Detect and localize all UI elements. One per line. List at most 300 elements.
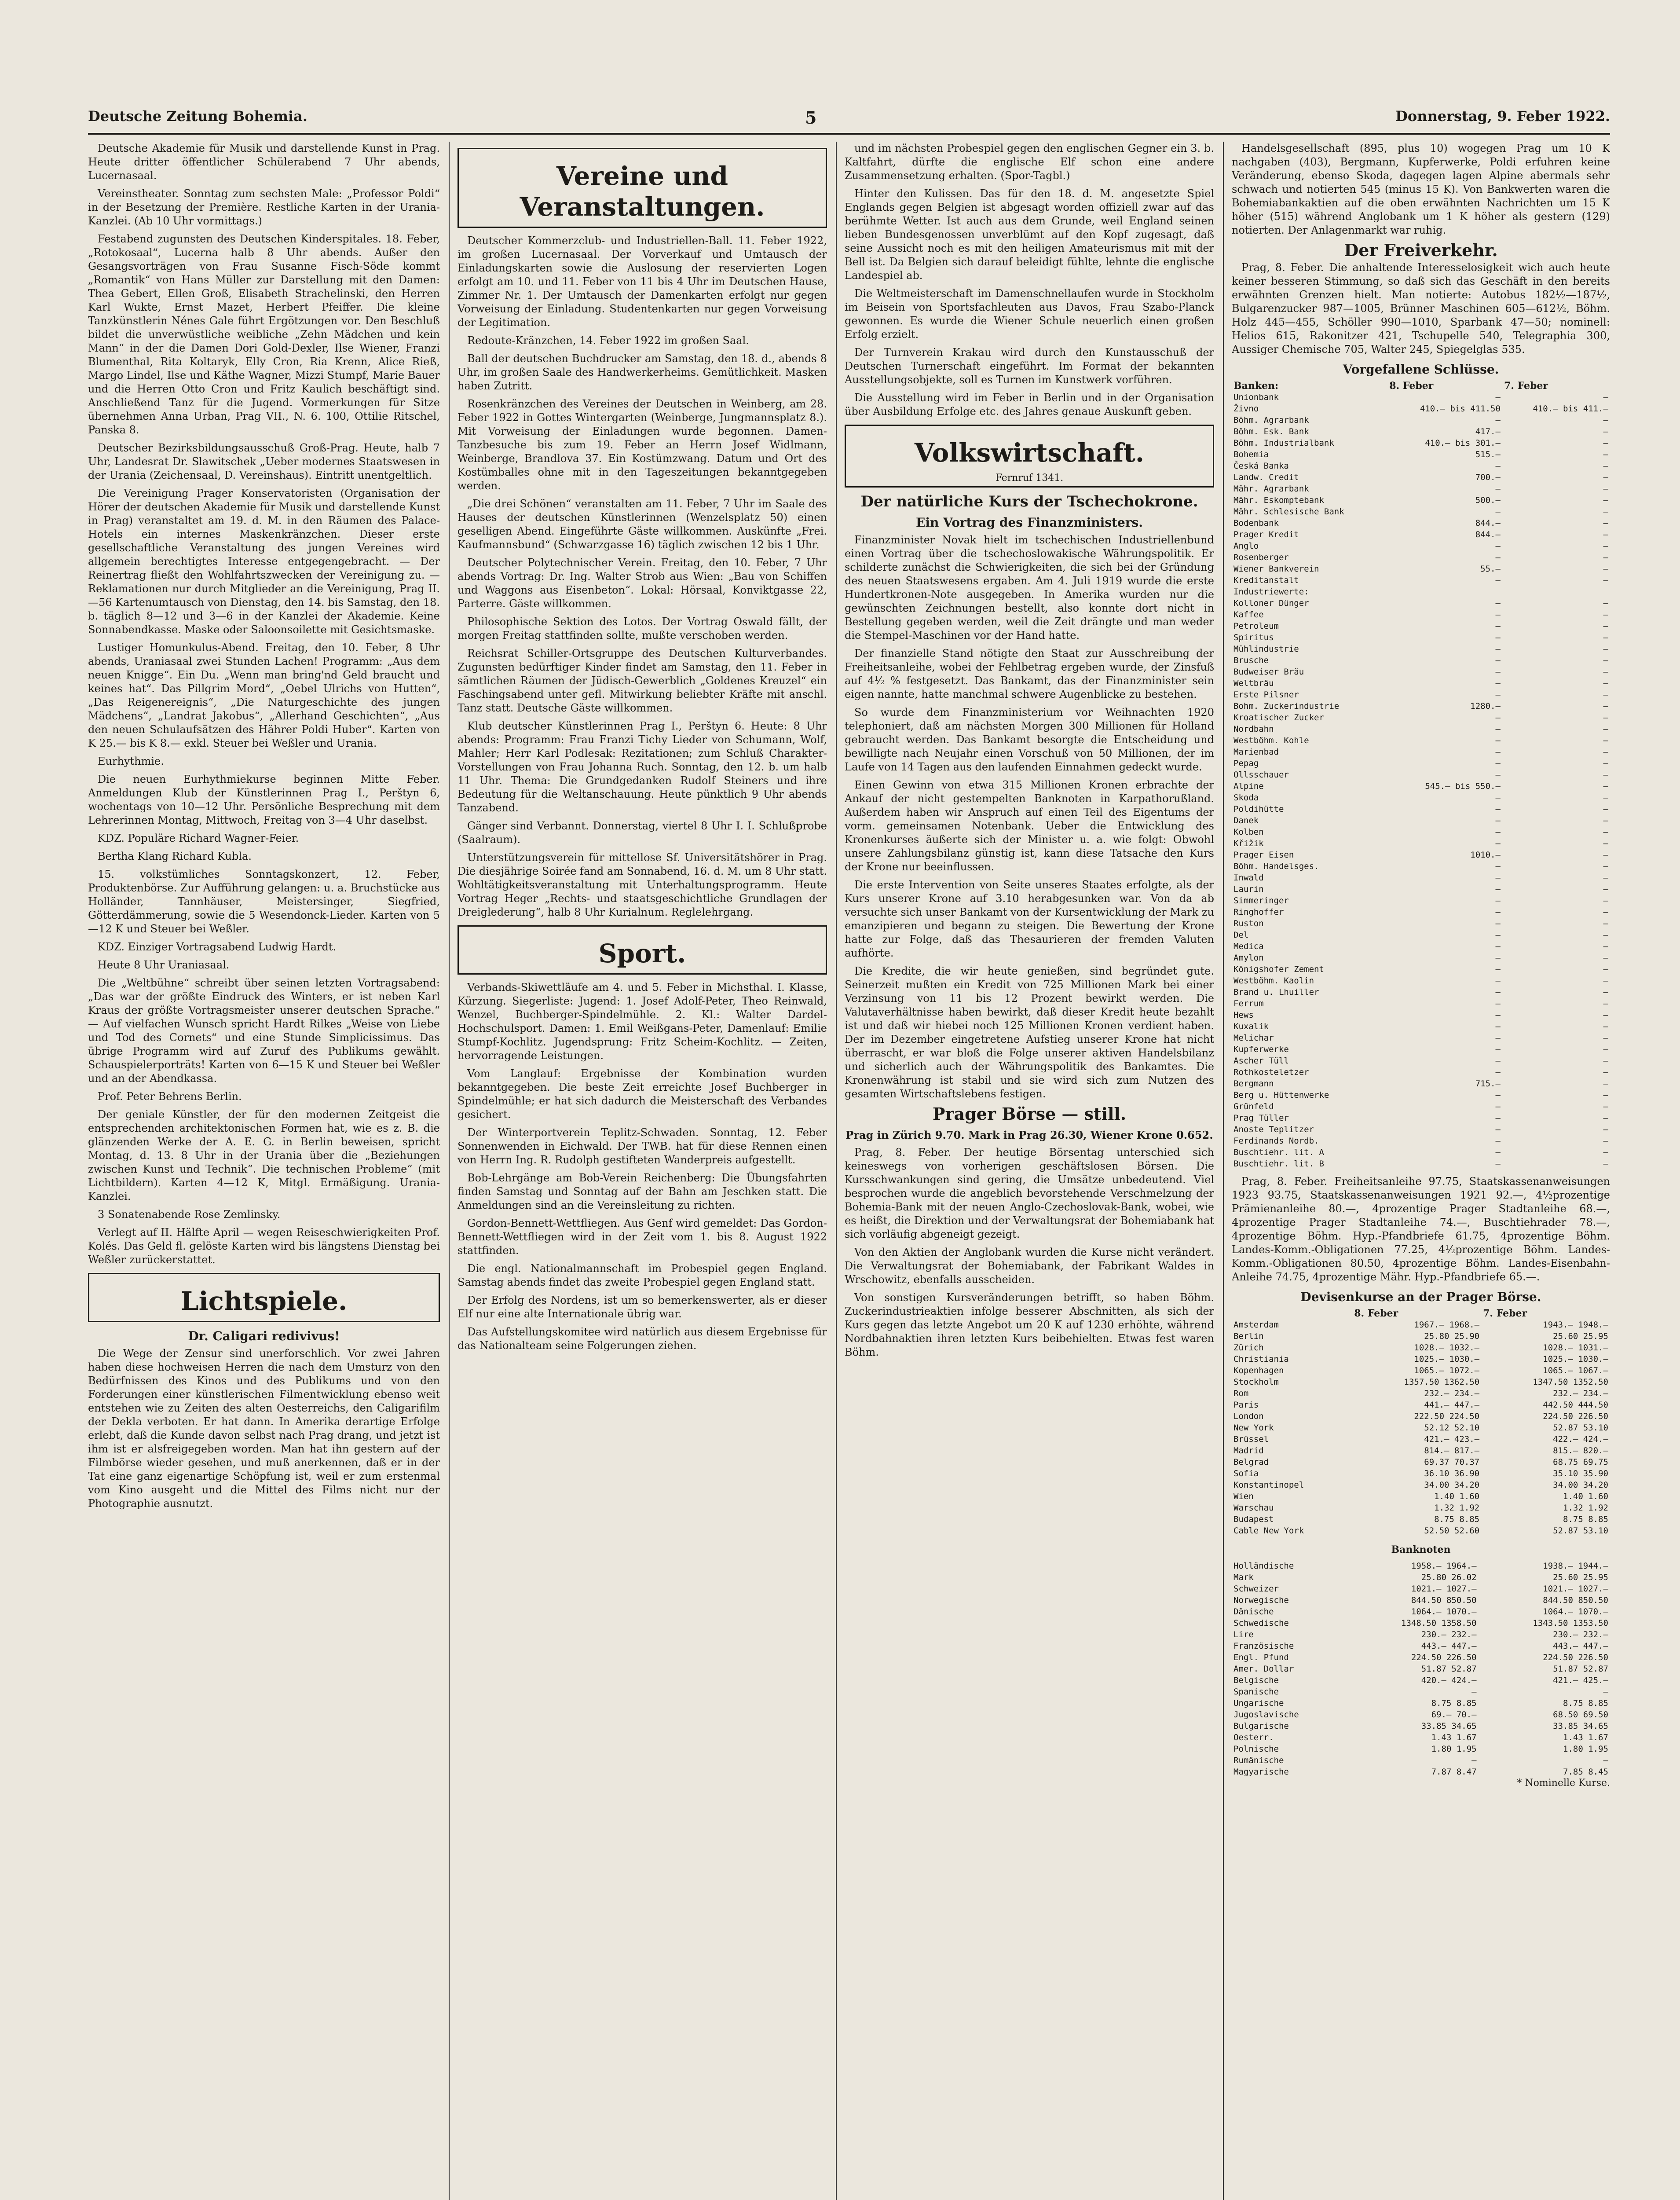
devisen-cell: 1943.— 1948.— (1543, 1320, 1608, 1330)
banknoten-cell: Rumänische (1233, 1756, 1284, 1765)
devisen-cell: Brüssel (1233, 1434, 1269, 1444)
devisen-row (1232, 1514, 1610, 1525)
schluesse-row (1232, 392, 1610, 403)
devisen-cell: 1.32 1.92 (1434, 1503, 1480, 1513)
column-divider (1223, 142, 1224, 2200)
schluesse-cell: — (1603, 576, 1608, 585)
schluesse-cell: Mähr. Eskomptebank (1233, 495, 1324, 505)
col1-paragraph: Deutscher Bezirksbildungsausschuß Groß-Prag. Heute, halb 7 Uhr, Landesrat Dr. Slawitschek „Ueber modernes Staatswesen in der Urania (Zeichensaal, D. Vereinshaus). Eintritt unentgeltlich. (88, 442, 440, 481)
schluesse-row (1232, 941, 1610, 952)
schluesse-row (1232, 1135, 1610, 1147)
devisen-cell: 8.75 8.85 (1563, 1514, 1608, 1524)
schluesse-cell: Budweiser Bräu (1233, 667, 1304, 677)
sport-paragraph: Bob-Lehrgänge am Bob-Verein Reichenberg: Die Übungsfahrten finden Samstag und Sonntag auf der Bahn am Jeschken statt. Die Anmeldungen sind an die Vereinsleitung zu richten. (458, 1172, 827, 1211)
schluesse-row (1232, 655, 1610, 666)
schluesse-row (1232, 414, 1610, 426)
schluesse-cell: — (1603, 896, 1608, 906)
col1-paragraph: KDZ. Populäre Richard Wagner-Feier. (98, 832, 299, 844)
schluesse-cell: — (1495, 839, 1501, 848)
anleihe-text: Prag, 8. Feber. Freiheitsanleihe 97.75, Staatskassenanweisungen 1923 93.75, Staatskassenanweisungen 1921 92.—, 4½prozentige Prämienanleihe 80.—, 4prozentige Prager Stadtanleihe 68.—, 4prozentige Prager Stadtanleihe 74.—, Buschtiehrader 78.—, 4prozentige Böhm. Hyp.-Pfandbriefe 61.75, 4prozentige Böhm. Landes-Komm.-Obligationen 77.25, 4½prozentige Böhm. Landes-Komm.-Obligationen 80.50, 4prozentige Böhm. Landes-Eisenbahn-Anleihe 74.75, 4prozentige Mähr. Hyp.-Pfandbriefe 65.—. (1232, 1175, 1610, 1283)
banknoten-cell: 1343.50 1353.50 (1533, 1618, 1608, 1628)
devisen-row (1232, 1434, 1610, 1445)
schluesse-cell: Industriewerte: (1233, 587, 1309, 597)
schluesse-cell: — (1495, 736, 1501, 745)
column-2 (458, 142, 827, 2200)
schluesse-row (1232, 620, 1610, 632)
schluesse-cell: — (1603, 759, 1608, 768)
vereine-heading: Vereine und Veranstaltungen. (520, 161, 765, 222)
schluesse-cell: — (1495, 1113, 1501, 1123)
schluesse-cell: — (1603, 804, 1608, 814)
schluesse-cell: — (1495, 576, 1501, 585)
schluesse-row (1232, 403, 1610, 414)
col1-paragraph: Festabend zugunsten des Deutschen Kinderspitales. 18. Feber, „Rotokosaal“, Lucerna halb 8 Uhr abends. Außer den Gesangsvorträgen von Frau Susanne Fisch-Söde kommt „Romantik“ von Hans Müller zur Darstellung mit den Damen: Thea Gebert, Ellen Groß, Elisabeth Strachelinski, den Herren Karl Wukte, Ernst Mazet, Herbert Pfeiffer. Die kleine Tanzkünstlerin Nénes Gale führt Ergötzungen vor. Den Beschluß bildet die unverwüstliche weibliche „Zehn Mädchen und kein Mann“ in der die Damen Dori Gold-Dexler, Ilse Wiener, Franzi Blumenthal, Rita Koltaryk, Elly Cron, Ria Krenn, Alice Rieß, Margo Lindel, Ilse und Käthe Wagner, Mizzi Stumpf, Marie Bauer und die Herren Otto Cron und Fritz Kaulich beschäftigt sind. Anschließend Tanz für die Jugend. Vormerkungen für Sitze übernehmen Anna Urban, Prag VII., N. 6. 100, Ottilie Ritschel, Panska 8. (88, 233, 440, 436)
schluesse-cell: — (1603, 621, 1608, 631)
schluesse-cell: — (1495, 507, 1501, 517)
schluesse-cell: — (1603, 976, 1608, 986)
schluesse-row (1232, 884, 1610, 895)
devisen-cell: 1.32 1.92 (1563, 1503, 1608, 1513)
banknoten-row (1232, 1675, 1610, 1686)
devisen-row (1232, 1365, 1610, 1376)
vereine-articles (458, 234, 827, 919)
lichtspiele-box (88, 1273, 440, 1322)
schluesse-row (1232, 632, 1610, 643)
schluesse-cell: — (1603, 461, 1608, 471)
schluesse-cell: 844.— (1475, 530, 1501, 539)
schluesse-cell: — (1603, 484, 1608, 494)
banknoten-row (1232, 1732, 1610, 1743)
schluesse-cell: — (1495, 747, 1501, 757)
devisen-row (1232, 1342, 1610, 1353)
devisen-header-cell: 7. Feber (1483, 1308, 1527, 1319)
schluesse-cell: Mühlindustrie (1233, 644, 1299, 654)
schluesse-cell: Spiritus (1233, 633, 1274, 642)
schluesse-cell: Ferrum (1233, 999, 1264, 1008)
schluesse-row (1232, 1032, 1610, 1044)
col1-paragraph: Prof. Peter Behrens Berlin. (98, 1090, 242, 1103)
schluesse-row (1232, 529, 1610, 540)
schluesse-cell: Del (1233, 930, 1249, 940)
schluesse-cell: — (1603, 392, 1608, 402)
schluesse-cell: Medica (1233, 942, 1264, 951)
devisen-cell: 1967.— 1968.— (1414, 1320, 1480, 1330)
banknoten-cell: 230.— 232.— (1421, 1630, 1477, 1639)
banknoten-row (1232, 1583, 1610, 1595)
volkswirtschaft-box (845, 425, 1214, 488)
schluesse-cell: 500.— (1475, 495, 1501, 505)
schluesse-cell: — (1603, 656, 1608, 665)
schluesse-row (1232, 849, 1610, 861)
banknoten-cell: Engl. Pfund (1233, 1653, 1289, 1662)
schluesse-cell: — (1495, 1010, 1501, 1020)
banknoten-cell: Polnische (1233, 1744, 1279, 1754)
schluesse-cell: — (1495, 1045, 1501, 1054)
banknoten-cell: Ungarische (1233, 1698, 1284, 1708)
banknoten-row (1232, 1720, 1610, 1732)
column-3 (845, 142, 1214, 2200)
schluesse-row (1232, 1158, 1610, 1170)
schluesse-cell: — (1603, 816, 1608, 825)
devisen-cell: 52.87 53.10 (1553, 1526, 1608, 1536)
schluesse-cell: — (1495, 919, 1501, 928)
schluesse-cell: Amylon (1233, 953, 1264, 963)
col1-paragraph: Heute 8 Uhr Uraniasaal. (98, 959, 230, 971)
schluesse-row (1232, 758, 1610, 769)
schluesse-cell: 55.— (1480, 564, 1501, 574)
schluesse-cell: — (1495, 884, 1501, 894)
banknoten-cell: 1938.— 1944.— (1543, 1561, 1608, 1571)
sport-paragraph: Gordon-Bennett-Wettfliegen. Aus Genf wird gemeldet: Das Gordon-Bennett-Wettfliegen wird in der Zeit vom 1. bis 8. August 1922 stattfinden. (458, 1217, 827, 1257)
devisen-cell: 1.40 1.60 (1434, 1492, 1480, 1501)
schluesse-cell: Poldihütte (1233, 804, 1284, 814)
schluesse-row (1232, 586, 1610, 598)
schluesse-cell: — (1603, 1102, 1608, 1111)
kurs-paragraph: Der finanzielle Stand nötigte den Staat zur Ausschreibung der Freiheitsanleihe, wobei der Fehlbetrag ergeben wurde, der Zinsfuß auf 4½ % festgesetzt. Das Bankamt, das der Finanzminister sein eigen nannte, hatte manchmal schwere Augenblicke zu bestehen. (845, 647, 1214, 700)
devisen-cell: 442.50 444.50 (1543, 1400, 1608, 1410)
banknoten-cell: 1.43 1.67 (1563, 1733, 1608, 1742)
schluesse-cell: Kolben (1233, 827, 1264, 837)
devisen-cell: Sofia (1233, 1469, 1259, 1478)
schluesse-row (1232, 792, 1610, 803)
devisen-row (1232, 1456, 1610, 1468)
schluesse-row (1232, 872, 1610, 884)
schluesse-cell (1387, 586, 1502, 598)
schluesse-cell: — (1495, 907, 1501, 917)
schluesse-row (1232, 815, 1610, 826)
schluesse-cell: 410.— bis 301.— (1425, 438, 1501, 448)
schluesse-cell: — (1495, 942, 1501, 951)
banknoten-cell: 224.50 226.50 (1411, 1653, 1477, 1662)
banknoten-cell: — (1471, 1756, 1477, 1765)
schluesse-cell: — (1495, 610, 1501, 620)
col1-paragraph: Lustiger Homunkulus-Abend. Freitag, den 10. Feber, 8 Uhr abends, Uraniasaal zwei Stunden Lachen! Programm: „Aus dem neuen Knigge“. Ein Du. „Wenn man bring'nd Geld braucht und keines hat“. Das Pillgrim Mord“, „Oebel Ulrichs von Hutten“, „Das Reigenereignis“, „Die Naturgeschichte des jungen Mädchens“, „Landrat Jakobus“, „Allerhand Geschichten“, „Aus den neuen Schulaufsätzen des Hährer Poldi Huber“. Karten von K 25.— bis K 8.— exkl. Steuer bei Weßler und Urania. (88, 642, 440, 749)
schluesse-row (1232, 1089, 1610, 1101)
column-divider (836, 142, 837, 2200)
schluesse-cell: Königshofer Zement (1233, 964, 1324, 974)
devisen-cell: Budapest (1233, 1514, 1274, 1524)
banknoten-cell: 33.85 34.65 (1553, 1721, 1608, 1731)
lichtspiele-text: Die Wege der Zensur sind unerforschlich. Vor zwei Jahren haben diese hochweisen Herren die nach dem Umsturz von den Bedürfnissen des Kinos und des Publikums und von den Forderungen einer künstlerischen Filmentwicklung ebenso weit entstehen wie zu Zeiten des alten Oesterreichs, den Caligarifilm der Dekla verboten. Er hat dann. In Amerika derartige Erfolge erlebt, daß die Kunde davon selbst nach Prag drang, und jetzt ist ihm ist er alsfreigegeben worden. Man hat ihn gestern auf der Filmbörse wieder gesehen, und muß anerkennen, daß er in der Tat eine ganz eigenartige Schöpfung ist, weil er zum erstenmal vom Kino ausgeht und die Mittel des Films nicht nur der Photographie ausnutzt. (88, 1347, 440, 1510)
banknoten-cell: 7.85 8.45 (1563, 1767, 1608, 1777)
devisen-cell: Zürich (1233, 1343, 1264, 1353)
schluesse-cell: Anglo (1233, 541, 1259, 551)
schluesse-cell: Prager Eisen (1233, 850, 1294, 860)
schluesse-row (1232, 861, 1610, 872)
banknoten-row (1232, 1709, 1610, 1720)
schluesse-cell: — (1603, 450, 1608, 459)
schluesse-cell: Böhm. Agrarbank (1233, 415, 1309, 425)
schluesse-cell: Grünfeld (1233, 1102, 1274, 1111)
schluesse-cell: Bodenbank (1233, 518, 1279, 528)
lichtspiele-subheading: Dr. Caligari redivivus! (188, 1329, 340, 1343)
col1-paragraph: Eurhythmie. (98, 755, 164, 767)
devisen-cell: Rom (1233, 1389, 1249, 1398)
schluesse-header-cell: 8. Feber (1389, 380, 1434, 392)
banknoten-table (1232, 1560, 1610, 1778)
vereine-paragraph: Klub deutscher Künstlerinnen Prag I., Perštyn 6. Heute: 8 Uhr abends: Programm: Frau Franzi Tichy Lieder von Schumann, Wolf, Mahler; Herr Karl Podlesak: Rezitationen; zum Schluß Charakter-Vorstellungen von Frau Johanna Ruch. Sonntag, den 12. b. um halb 11 Uhr. Thema: Die Grundgedanken Rudolf Steiners und ihre Bedeutung für die Weltanschauung. Heute pünktlich 9 Uhr abends Tanzabend. (458, 720, 827, 814)
schluesse-cell: — (1603, 850, 1608, 860)
schluesse-cell: — (1495, 1022, 1501, 1031)
newspaper-name: Deutsche Zeitung Bohemia. (88, 108, 308, 125)
banknoten-row (1232, 1652, 1610, 1663)
schluesse-cell: — (1603, 827, 1608, 837)
schluesse-cell: — (1603, 964, 1608, 974)
devisen-cell: 1065.— 1072.— (1414, 1366, 1480, 1375)
schluesse-cell: — (1603, 1136, 1608, 1146)
devisen-cell: 34.00 34.20 (1553, 1480, 1608, 1490)
col3-paragraph: Die Ausstellung wird im Feber in Berlin und in der Organisation über Ausbildung Erfolge etc. des Jahres genaue Auskunft geben. (845, 392, 1214, 418)
schluesse-row (1232, 781, 1610, 792)
schluesse-cell: — (1495, 804, 1501, 814)
devisen-cell: Kopenhagen (1233, 1366, 1284, 1375)
sport-paragraph: Der Erfolg des Nordens, ist um so bemerkenswerter, als er dieser Elf nur eine alte Internationale übrig war. (458, 1294, 827, 1320)
schluesse-row (1232, 998, 1610, 1009)
schluesse-cell: Ascher Tüll (1233, 1056, 1289, 1066)
devisen-cell: 232.— 234.— (1553, 1389, 1608, 1398)
devisen-cell: 68.75 69.75 (1553, 1457, 1608, 1467)
schluesse-row (1232, 598, 1610, 609)
sport-paragraph: Das Aufstellungskomitee wird natürlich aus diesem Ergebnisse für das Nationalteam seine Folgerungen ziehen. (458, 1326, 827, 1352)
schluesse-row (1232, 1147, 1610, 1158)
schluesse-row (1232, 1112, 1610, 1124)
schluesse-cell: — (1495, 1033, 1501, 1043)
schluesse-row (1232, 1124, 1610, 1135)
devisen-row (1232, 1353, 1610, 1365)
schluesse-table (1232, 380, 1610, 1170)
devisen-table (1232, 1308, 1610, 1536)
schluesse-cell: — (1603, 678, 1608, 688)
schluesse-row (1232, 472, 1610, 483)
banknoten-cell: — (1603, 1756, 1608, 1765)
schluesse-row (1232, 838, 1610, 849)
schluesse-cell: Bergmann (1233, 1079, 1274, 1089)
schluesse-cell: — (1603, 1113, 1608, 1123)
kurs-paragraph: So wurde dem Finanzministerium vor Weihnachten 1920 telephoniert, daß am nächsten Morgen 300 Millionen für Holland gebraucht werden. Das Bankamt besorgte die Entscheidung und bewilligte nach Neujahr einen Vorschuß von 50 Millionen, der im Laufe von 14 Tagen aus den laufenden Einnahmen gedeckt wurde. (845, 706, 1214, 773)
schluesse-cell: Skoda (1233, 793, 1259, 803)
schluesse-row (1232, 735, 1610, 746)
devisen-cell: 422.— 424.— (1553, 1434, 1608, 1444)
schluesse-cell: — (1495, 392, 1501, 402)
devisen-cell: Christiania (1233, 1354, 1289, 1364)
banknoten-row (1232, 1606, 1610, 1617)
col3-articles (845, 142, 1214, 418)
schluesse-cell: — (1495, 553, 1501, 562)
schluesse-row (1232, 918, 1610, 929)
schluesse-cell: Mähr. Agrarbank (1233, 484, 1309, 494)
col1-paragraph: 15. volkstümliches Sonntagskonzert, 12. Feber, Produktenbörse. Zur Aufführung gelangen: u. a. Bruchstücke aus Holländer, Tannhäuser, Meistersinger, Siegfried, Götterdämmerung, sowie die 5 Wesendonck-Lieder. Karten von 5—12 K und Steuer bei Weßler. (88, 868, 440, 935)
column-4 (1232, 142, 1610, 2200)
schluesse-row (1232, 483, 1610, 495)
devisen-row (1232, 1445, 1610, 1456)
schluesse-row (1232, 689, 1610, 700)
devisen-row (1232, 1411, 1610, 1422)
sport-paragraph: Der Winterportverein Teplitz-Schwaden. Sonntag, 12. Feber Sonnenwenden in Eichwald. Der TWB. hat für diese Rennen einen von Herrn Ing. R. Rudolph gestifteten Wanderpreis aufgestellt. (458, 1126, 827, 1166)
schluesse-row (1232, 666, 1610, 678)
banknoten-cell: 1.43 1.67 (1431, 1733, 1477, 1742)
devisen-row (1232, 1399, 1610, 1411)
schluesse-cell: — (1495, 415, 1501, 425)
devisen-cell: 1347.50 1352.50 (1533, 1377, 1608, 1387)
banknoten-cell: 844.50 850.50 (1411, 1595, 1477, 1605)
schluesse-cell: — (1603, 564, 1608, 574)
schluesse-cell: Petroleum (1233, 621, 1279, 631)
vereine-paragraph: Philosophische Sektion des Lotos. Der Vortrag Oswald fällt, der morgen Freitag stattfinden sollte, mußte verschoben werden. (458, 616, 827, 642)
schluesse-cell: Ollsschauer (1233, 770, 1289, 780)
schluesse-cell: Weltbräu (1233, 678, 1274, 688)
devisen-cell: New York (1233, 1423, 1274, 1433)
schluesse-row (1232, 952, 1610, 964)
devisen-row (1232, 1376, 1610, 1388)
devisen-cell: 52.87 53.10 (1553, 1423, 1608, 1433)
banknoten-cell: 33.85 34.65 (1421, 1721, 1477, 1731)
schluesse-cell: Rothkosteletzer (1233, 1067, 1309, 1077)
schluesse-cell: — (1495, 644, 1501, 654)
banknoten-cell: Belgische (1233, 1676, 1279, 1685)
schluesse-cell: Nordbahn (1233, 724, 1274, 734)
devisen-cell: 222.50 224.50 (1414, 1412, 1480, 1421)
schluesse-cell: — (1603, 598, 1608, 608)
devisen-header-cell: 8. Feber (1354, 1308, 1398, 1319)
devisen-cell: Belgrad (1233, 1457, 1269, 1467)
schluesse-cell: Kolloner Dünger (1233, 598, 1309, 608)
kurs-subheading: Ein Vortrag des Finanzministers. (915, 515, 1143, 530)
schluesse-row (1232, 540, 1610, 552)
schluesse-cell: Brand u. Lhuiller (1233, 987, 1319, 997)
schluesse-cell: — (1495, 713, 1501, 722)
schluesse-row (1232, 1021, 1610, 1032)
sport-articles (458, 981, 827, 1353)
schluesse-cell: — (1603, 1125, 1608, 1134)
devisen-row (1232, 1388, 1610, 1399)
devisen-row (1232, 1331, 1610, 1342)
banknoten-cell: Lire (1233, 1630, 1254, 1639)
banknoten-cell: 7.87 8.47 (1431, 1767, 1477, 1777)
schluesse-row (1232, 975, 1610, 986)
schluesse-cell: — (1603, 1067, 1608, 1077)
schluesse-cell: 545.— bis 550.— (1425, 781, 1501, 791)
schluesse-cell: Westböhm. Kohle (1233, 736, 1309, 745)
col3-paragraph: Der Turnverein Krakau wird durch den Kunstausschuß der Deutschen Turnerschaft eingeführt. Im Format der bekannten Ausstellungsobjekte, soll es Turnen im Kunstwerk vorführen. (845, 346, 1214, 386)
schluesse-cell: Ringhoffer (1233, 907, 1284, 917)
schluesse-cell: — (1603, 873, 1608, 883)
banknoten-cell: Magyarische (1233, 1767, 1289, 1777)
devisen-cell: 1357.50 1362.50 (1404, 1377, 1480, 1387)
schluesse-cell: Mähr. Schlesische Bank (1233, 507, 1344, 517)
schluesse-cell: — (1495, 873, 1501, 883)
col1-paragraph: Bertha Klang Richard Kubla. (98, 850, 252, 862)
schluesse-cell: — (1603, 473, 1608, 482)
schluesse-row (1232, 929, 1610, 941)
schluesse-cell: — (1603, 987, 1608, 997)
schluesse-cell: — (1603, 781, 1608, 791)
schluesse-cell: — (1495, 598, 1501, 608)
devisen-cell: Amsterdam (1233, 1320, 1279, 1330)
col4-paragraph: Handelsgesellschaft (895, plus 10) wogegen Prag um 10 K nachgaben (403), Bergmann, Kupferwerke, Poldi erfuhren keine Veränderung, ebenso Skoda, dagegen lagen Alpine abermals sehr schwach und notierten 545 (minus 15 K). Von Bankwerten waren die Bohemiabankaktien auf die oben erwähnten Nachrichten um 15 K höher (515) während Anglobank um 1 K höher als gestern (129) notierten. Der Anlagenmarkt war ruhig. (1232, 142, 1610, 236)
schluesse-cell: 417.— (1475, 427, 1501, 436)
schluesse-row (1232, 506, 1610, 517)
schluesse-cell: — (1603, 1045, 1608, 1054)
devisen-cell: 815.— 820.— (1553, 1446, 1608, 1456)
schluesse-cell: 410.— bis 411.— (1533, 404, 1608, 414)
banknoten-cell: 1348.50 1358.50 (1401, 1618, 1477, 1628)
vereine-paragraph: Reichsrat Schiller-Ortsgruppe des Deutschen Kulturverbandes. Zugunsten bedürftiger Kinder findet am Samstag, den 11. Feber in sämtlichen Räumen der Jüdisch-Gewerblich „Goldenes Kreuzel“ ein Faschingsabend unter gefl. Mitwirkung beliebter Kräfte mit anschl. Tanz statt. Deutsche Gäste willkommen. (458, 647, 827, 714)
volkswirtschaft-phone: Fernruf 1341. (995, 473, 1064, 484)
schluesse-cell: — (1495, 690, 1501, 700)
schluesse-row (1232, 906, 1610, 918)
devisen-cell: 232.— 234.— (1424, 1389, 1480, 1398)
schluesse-cell: — (1603, 953, 1608, 963)
banknoten-heading: Banknoten (1391, 1544, 1451, 1555)
schluesse-row (1232, 700, 1610, 712)
banknoten-row (1232, 1640, 1610, 1652)
schluesse-cell: — (1603, 507, 1608, 517)
schluesse-cell: — (1495, 987, 1501, 997)
vereine-paragraph: „Die drei Schönen“ veranstalten am 11. Feber, 7 Uhr im Saale des Hauses der deutschen Künstlerinnen (Wenzelsplatz 50) einen geselligen Abend. Eingeführte Gäste willkommen. Auskünfte „Frei. Kaufmannsbund“ (Schwarzgasse 16) täglich zwischen 12 bis 1 Uhr. (458, 498, 827, 551)
schluesse-row (1232, 563, 1610, 575)
schluesse-cell: Ruston (1233, 919, 1264, 928)
schluesse-cell: 844.— (1475, 518, 1501, 528)
schluesse-cell: — (1603, 1148, 1608, 1157)
schluesse-row (1232, 643, 1610, 655)
masthead (88, 108, 1610, 130)
schluesse-cell: Landw. Credit (1233, 473, 1299, 482)
schluesse-cell: — (1603, 793, 1608, 803)
lichtspiele-heading: Lichtspiele. (180, 1286, 348, 1316)
schluesse-cell: — (1603, 610, 1608, 620)
schluesse-cell: — (1603, 438, 1608, 448)
schluesse-row (1232, 803, 1610, 815)
banknoten-cell: 844.50 850.50 (1543, 1595, 1608, 1605)
schluesse-cell: — (1603, 770, 1608, 780)
banknoten-cell: 443.— 447.— (1421, 1641, 1477, 1651)
col1-paragraph: Die Vereinigung Prager Konservatoristen (Organisation der Hörer der deutschen Akademie für Musik und darstellende Kunst in Prag) veranstaltet am 19. d. M. in den Räumen des Palace-Hotels ein internes Maskenkränzchen. Dieser erste gesellschaftliche Veranstaltung des jungen Vereines wird allgemein berechtigtes Interesse entgegengebracht. — Der Reinertrag fließt den Wohlfahrtszwecken der Vereinigung zu. — Reklamationen nur durch Mitglieder an die Vereinigung, Prag II.—56 Kartenumtausch von Dienstag, den 14. bis Samstag, den 18. b. täglich 8—12 und 3—6 in der Kanzlei der Akademie. Keine Sonnabendkasse. Maske oder Saloonsoilette mit Gesichtsmaske. (88, 487, 440, 636)
schluesse-row (1232, 678, 1610, 689)
devisen-cell: 8.75 8.85 (1434, 1514, 1480, 1524)
schluesse-cell: Böhm. Esk. Bank (1233, 427, 1309, 436)
vereine-paragraph: Ball der deutschen Buchdrucker am Samstag, den 18. d., abends 8 Uhr, im großen Saale des Handwerkerheims. Gemütlichkeit. Masken haben Zutritt. (458, 352, 827, 392)
schluesse-cell: — (1495, 964, 1501, 974)
schluesse-cell: Brusche (1233, 656, 1269, 665)
masthead-rule (88, 133, 1610, 135)
schluesse-row (1232, 1078, 1610, 1089)
banknoten-row (1232, 1560, 1610, 1572)
devisen-header-cell (1232, 1308, 1352, 1319)
schluesse-cell: — (1495, 793, 1501, 803)
schluesse-cell: — (1495, 816, 1501, 825)
freiverkehr-text: Prag, 8. Feber. Die anhaltende Interesselosigkeit wich auch heute keiner besseren Stimmung, so daß sich das Geschäft in den bereits erwähnten Grenzen hielt. Man notierte: Autobus 182½—187½, Bulgarenzucker 987—1005, Brünner Maschinen 605—612½, Böhm. Holz 445—455, Schöller 990—1010, Sparbank 47—50; nominell: Helios 615, Rakonitzer 421, Tschupelle 540, Telegraphia 300, Aussiger Chemische 705, Walter 245, Spiegelglas 535. (1232, 261, 1610, 356)
banknoten-cell: Bulgarische (1233, 1721, 1289, 1731)
schluesse-cell: Melichar (1233, 1033, 1274, 1043)
schluesse-cell: Marienbad (1233, 747, 1279, 757)
devisen-cell: Cable New York (1233, 1526, 1304, 1536)
banknoten-row (1232, 1663, 1610, 1675)
banknoten-row (1232, 1766, 1610, 1778)
kurs-heading: Der natürliche Kurs der Tschechokrone. (860, 493, 1198, 510)
volkswirtschaft-heading: Volkswirtschaft. (914, 438, 1145, 468)
schluesse-cell: Böhm. Handelsges. (1233, 862, 1319, 871)
devisen-cell: Warschau (1233, 1503, 1274, 1513)
devisen-cell: Wien (1233, 1492, 1254, 1501)
schluesse-cell: — (1603, 919, 1608, 928)
schluesse-cell: — (1495, 953, 1501, 963)
schluesse-cell: — (1495, 1102, 1501, 1111)
devisen-cell: 34.00 34.20 (1424, 1480, 1480, 1490)
schluesse-cell: Buschtiehr. lit. B (1233, 1159, 1324, 1169)
schluesse-cell: — (1603, 553, 1608, 562)
banknoten-cell: Amer. Dollar (1233, 1664, 1294, 1674)
schluesse-cell: — (1495, 484, 1501, 494)
